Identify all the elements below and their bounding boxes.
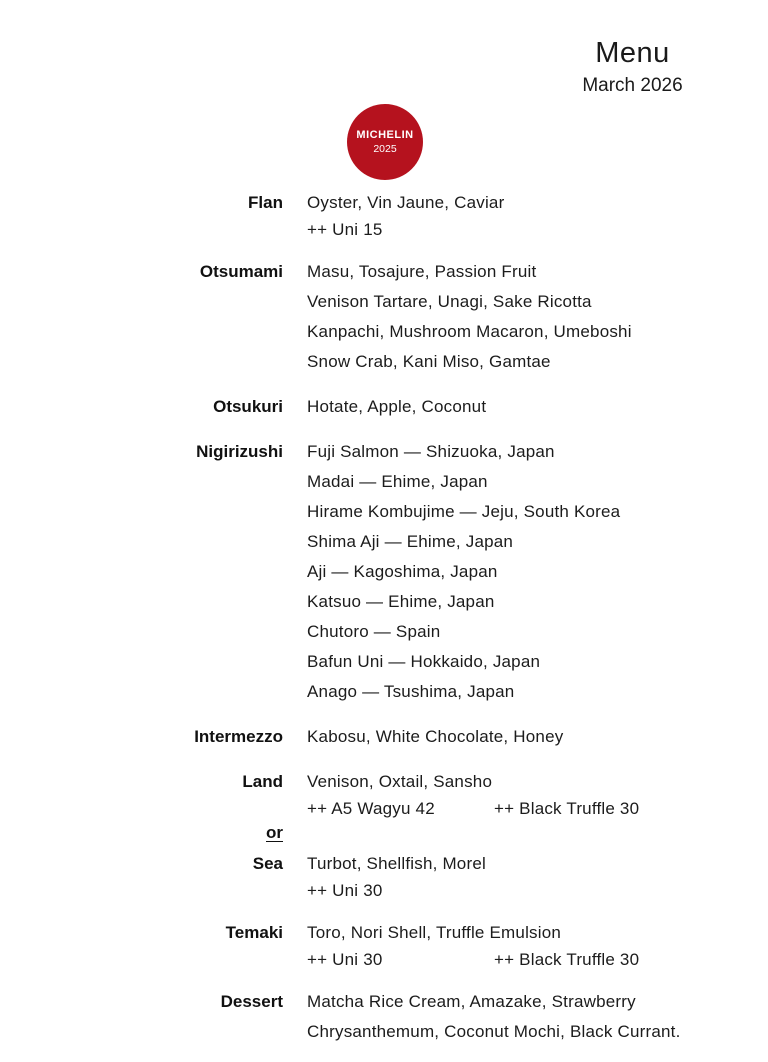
supplement-item: ++ Black Truffle 30 [494, 799, 640, 818]
menu-item: Venison, Oxtail, Sansho [307, 772, 493, 791]
section-label: Land [242, 772, 283, 791]
supplement-item: ++ Uni 15 [307, 220, 383, 239]
section-label: Otsumami [199, 262, 283, 281]
section-label: Intermezzo [194, 727, 283, 746]
supplement-row [307, 948, 768, 972]
michelin-label: MICHELIN [356, 128, 414, 141]
menu-item: Hotate, Apple, Coconut [307, 397, 487, 416]
menu-item: Aji — Kagoshima, Japan [307, 562, 498, 581]
menu-body [0, 188, 768, 1062]
section-label: Sea [252, 854, 283, 873]
menu-item: Kanpachi, Mushroom Macaron, Umeboshi [307, 322, 632, 341]
or-separator: or [266, 823, 283, 842]
section-label: Temaki [225, 923, 283, 942]
menu-section-nigirizushi [0, 437, 768, 707]
menu-item: Venison Tartare, Unagi, Sake Ricotta [307, 292, 592, 311]
menu-title: Menu [595, 37, 670, 69]
supplement-item: ++ Black Truffle 30 [494, 950, 640, 969]
menu-item: Fuji Salmon — Shizuoka, Japan [307, 442, 555, 461]
supplement-item: ++ A5 Wagyu 42 [307, 799, 435, 818]
menu-section-dessert [0, 987, 768, 1047]
menu-item: Anago — Tsushima, Japan [307, 682, 515, 701]
supplement-item: ++ Uni 30 [307, 950, 383, 969]
menu-section-land [0, 767, 768, 821]
michelin-year: 2025 [373, 142, 397, 155]
menu-item: Turbot, Shellfish, Morel [307, 854, 486, 873]
menu-section-flan [0, 188, 768, 242]
section-label: Otsukuri [213, 397, 283, 416]
menu-item: Shima Aji — Ehime, Japan [307, 532, 514, 551]
menu-item: Chutoro — Spain [307, 622, 441, 641]
menu-header [500, 36, 765, 97]
menu-item: Kabosu, White Chocolate, Honey [307, 727, 564, 746]
menu-section-intermezzo [0, 722, 768, 752]
section-label: Nigirizushi [196, 442, 283, 461]
menu-item: Hirame Kombujime — Jeju, South Korea [307, 502, 621, 521]
menu-item: Katsuo — Ehime, Japan [307, 592, 495, 611]
section-label: Dessert [220, 992, 283, 1011]
michelin-badge [347, 104, 423, 180]
section-label: Flan [248, 193, 283, 212]
menu-item: Masu, Tosajure, Passion Fruit [307, 262, 537, 281]
menu-item: Chrysanthemum, Coconut Mochi, Black Currant. [307, 1022, 681, 1041]
menu-item: Matcha Rice Cream, Amazake, Strawberry [307, 992, 636, 1011]
menu-item: Madai — Ehime, Japan [307, 472, 488, 491]
menu-item: Oyster, Vin Jaune, Caviar [307, 193, 505, 212]
menu-section-temaki [0, 918, 768, 972]
menu-section-otsukuri [0, 392, 768, 422]
menu-section-otsumami [0, 257, 768, 377]
menu-date: March 2026 [582, 75, 683, 96]
menu-item: Toro, Nori Shell, Truffle Emulsion [307, 923, 562, 942]
menu-item: Snow Crab, Kani Miso, Gamtae [307, 352, 551, 371]
menu-section-or [0, 821, 768, 845]
menu-section-sea [0, 849, 768, 903]
supplement-item: ++ Uni 30 [307, 881, 383, 900]
supplement-row [307, 797, 768, 821]
menu-item: Bafun Uni — Hokkaido, Japan [307, 652, 541, 671]
